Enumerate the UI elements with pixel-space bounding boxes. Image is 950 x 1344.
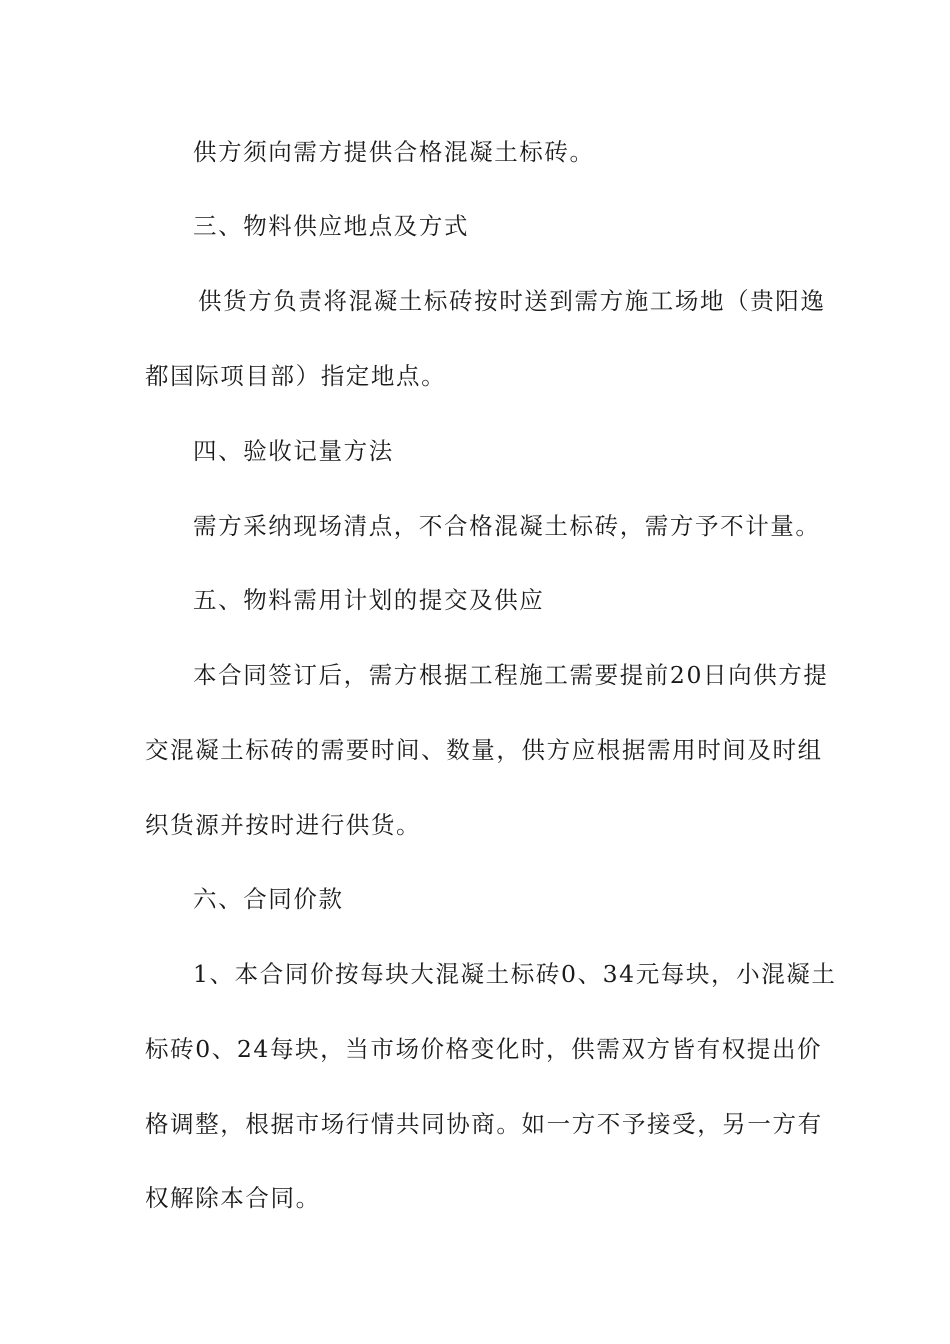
- paragraph-line: 1、本合同价按每块大混凝土标砖0、34元每块，小混凝土: [193, 960, 837, 988]
- section-heading: 四、验收记量方法: [193, 437, 394, 465]
- section-heading: 三、物料供应地点及方式: [193, 212, 470, 240]
- paragraph-line: 需方采纳现场清点，不合格混凝土标砖，需方予不计量。: [193, 512, 821, 540]
- section-heading: 六、合同价款: [193, 885, 344, 913]
- paragraph-line: 都国际项目部）指定地点。: [145, 362, 447, 390]
- paragraph-line: 供方须向需方提供合格混凝土标砖。: [193, 138, 595, 166]
- paragraph-line: 标砖0、24每块，当市场价格变化时，供需双方皆有权提出价: [145, 1035, 823, 1063]
- section-heading: 五、物料需用计划的提交及供应: [193, 586, 545, 614]
- paragraph-line: 供货方负责将混凝土标砖按时送到需方施工场地（贵阳逸: [198, 287, 826, 315]
- paragraph-line: 织货源并按时进行供货。: [145, 811, 422, 839]
- paragraph-line: 权解除本合同。: [145, 1184, 321, 1212]
- paragraph-line: 交混凝土标砖的需要时间、数量，供方应根据需用时间及时组: [145, 736, 823, 764]
- paragraph-line: 格调整，根据市场行情共同协商。如一方不予接受，另一方有: [145, 1110, 823, 1138]
- paragraph-line: 本合同签订后，需方根据工程施工需要提前20日向供方提: [193, 661, 829, 689]
